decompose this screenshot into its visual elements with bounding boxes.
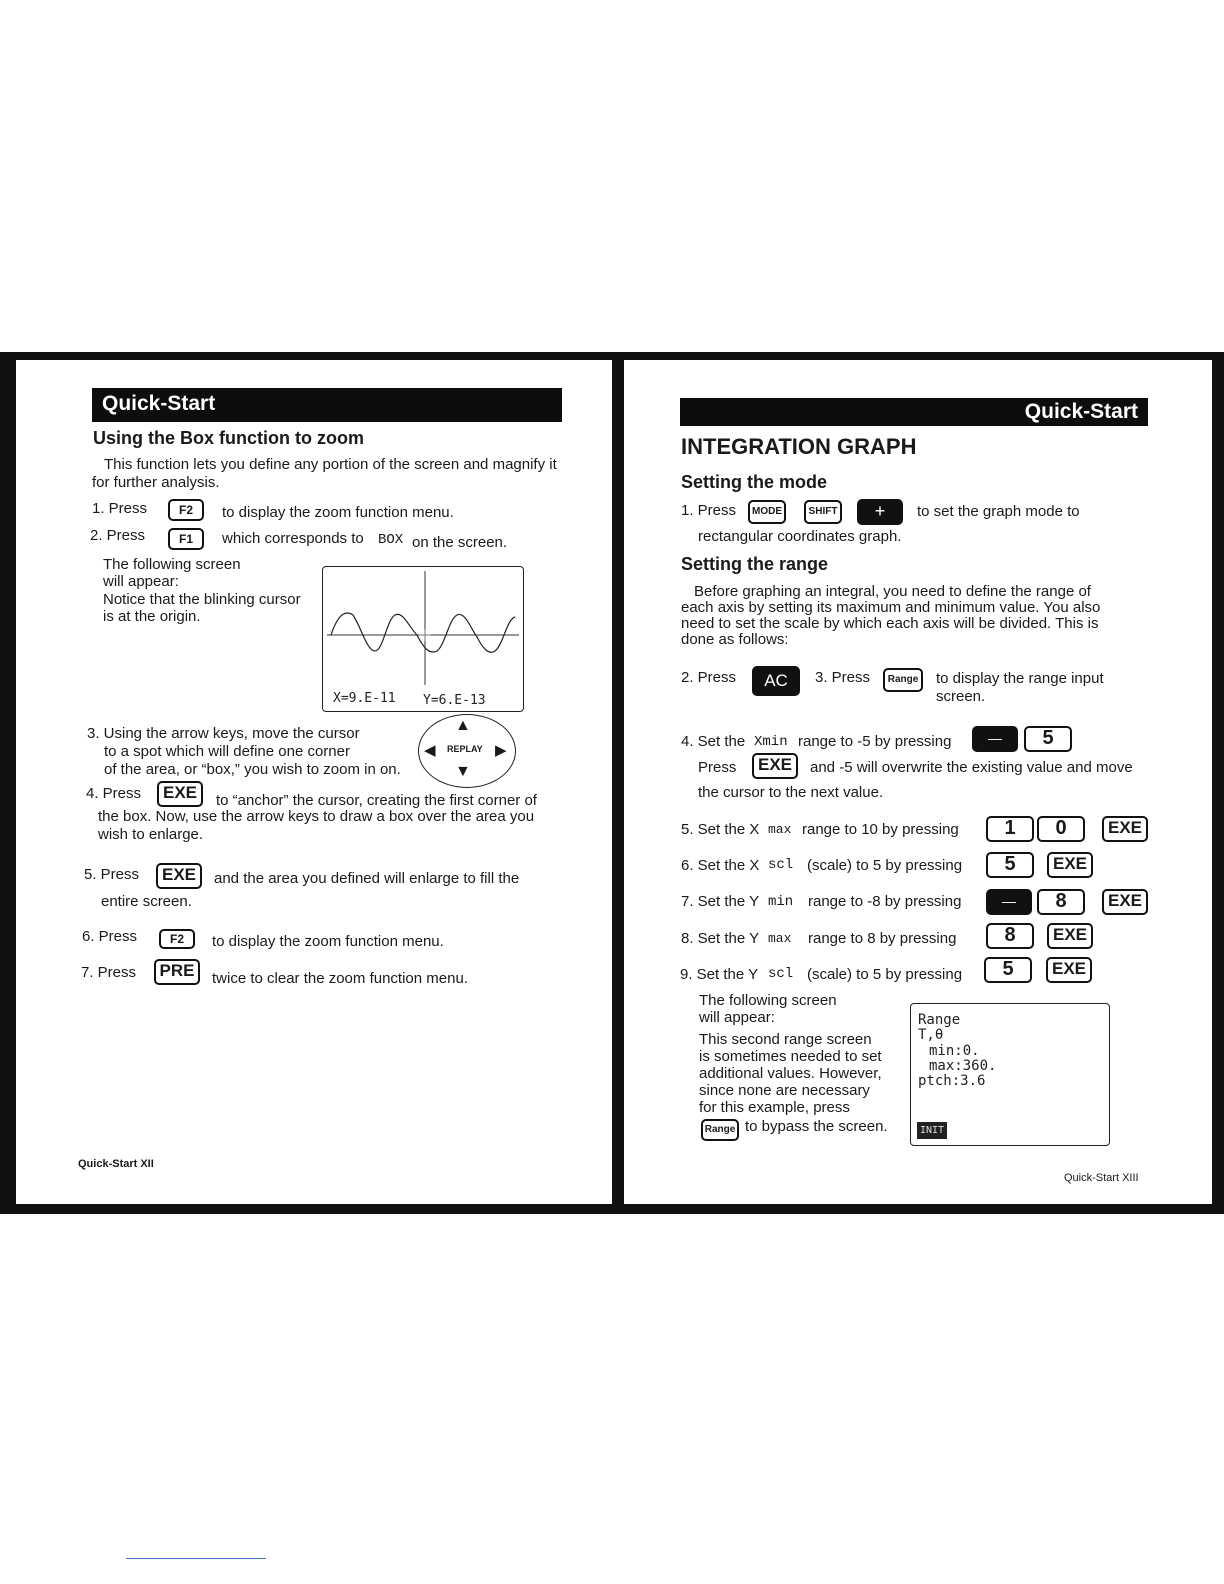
- box-zoom-intro: This function lets you define any portion of the screen and magnify it for further analysis.: [92, 456, 557, 491]
- step-4-line-3: wish to enlarge.: [98, 826, 204, 843]
- range-step-3-line-1: to display the range input: [936, 670, 1104, 687]
- step-1-number: 1. Press: [92, 500, 148, 517]
- exe-key: EXE: [1102, 816, 1148, 842]
- note-line-6: since none are necessary: [699, 1082, 870, 1099]
- note-line-3: This second range screen: [699, 1031, 872, 1048]
- yscl-code: scl: [768, 966, 794, 982]
- step-2-note-2: will appear:: [103, 573, 179, 590]
- left-page-edge: [0, 352, 16, 1212]
- box-zoom-heading: Using the Box function to zoom: [93, 428, 364, 448]
- eight-key: 8: [986, 923, 1034, 949]
- minus-key: —: [972, 726, 1018, 752]
- lcd-line-1: Range: [918, 1012, 961, 1028]
- right-banner: [680, 398, 1148, 426]
- replay-pad: [418, 714, 516, 788]
- graph-screen: [322, 566, 524, 712]
- range-step-7-a: 7. Set the Y: [681, 893, 760, 910]
- five-key: 5: [1024, 726, 1072, 752]
- exe-key: EXE: [1047, 852, 1093, 878]
- range-key: Range: [883, 668, 923, 692]
- step-1-text: to display the zoom function menu.: [222, 504, 454, 521]
- one-key: 1: [986, 816, 1034, 842]
- mode-step-number: 1. Press: [681, 502, 737, 519]
- step-4-number: 4. Press: [86, 785, 142, 802]
- range-step-8-b: range to 8 by pressing: [808, 930, 957, 947]
- range-step-4-press: Press: [698, 759, 737, 776]
- step-4-line-2: the box. Now, use the arrow keys to draw a box over the area you: [98, 808, 535, 825]
- exe-key: EXE: [1046, 957, 1092, 983]
- lcd-line-4: max:360.: [929, 1058, 997, 1074]
- range-step-4-d: the cursor to the next value.: [698, 784, 884, 801]
- mode-key: MODE: [748, 500, 786, 524]
- step-2-note-4: is at the origin.: [103, 608, 201, 625]
- lcd-line-5: ptch:3.6: [918, 1073, 986, 1089]
- note-line-2: will appear:: [699, 1009, 775, 1026]
- mode-heading: Setting the mode: [681, 472, 828, 492]
- step-3-line-2: to a spot which will define one corner: [104, 743, 350, 760]
- note-line-7: for this example, press: [699, 1099, 850, 1116]
- range-intro-3: need to set the scale by which each axis will be divided. This is: [681, 615, 1099, 632]
- lcd-init-tab: INIT: [917, 1122, 947, 1139]
- range-step-5-b: range to 10 by pressing: [802, 821, 959, 838]
- ac-key: AC: [752, 666, 800, 696]
- exe-key: EXE: [1102, 889, 1148, 915]
- note-line-1: The following screen: [699, 992, 837, 1009]
- plus-key: +: [857, 499, 903, 525]
- exe-key: EXE: [157, 781, 203, 807]
- range-intro-1: Before graphing an integral, you need to define the range of: [694, 583, 1091, 600]
- note-line-5: additional values. However,: [699, 1065, 882, 1082]
- range-step-4-a: 4. Set the: [681, 733, 746, 750]
- left-banner-title: Quick-Start: [102, 392, 216, 415]
- range-step-2-number: 2. Press: [681, 669, 737, 686]
- range-step-6-b: (scale) to 5 by pressing: [807, 857, 963, 874]
- step-2-text-a: which corresponds to: [222, 530, 364, 547]
- arrow-right-icon: ▶: [495, 742, 507, 759]
- range-step-3-number: 3. Press: [815, 669, 871, 686]
- range-heading: Setting the range: [681, 554, 829, 574]
- left-banner: [92, 388, 562, 422]
- step-2-number: 2. Press: [90, 527, 146, 544]
- ymax-code: max: [768, 931, 792, 946]
- zero-key: 0: [1037, 816, 1085, 842]
- range-step-7-b: range to -8 by pressing: [808, 893, 962, 910]
- right-page-edge: [1212, 352, 1224, 1212]
- gutter: [612, 360, 624, 1210]
- lcd-line-3: min:0.: [929, 1043, 980, 1059]
- range-step-9-a: 9. Set the Y: [680, 966, 759, 983]
- range-lcd-screen: [910, 1003, 1110, 1146]
- mode-step-line-1: to set the graph mode to: [917, 503, 1080, 520]
- xmin-code: Xmin: [754, 734, 788, 750]
- sine-graph: [323, 567, 523, 711]
- spread-edge-top: [0, 352, 1224, 360]
- shift-key: SHIFT: [804, 500, 842, 524]
- step-2-note-3: Notice that the blinking cursor: [103, 591, 301, 608]
- step-3-line-3: of the area, or “box,” you wish to zoom in on.: [104, 761, 401, 778]
- note-line-8: to bypass the screen.: [745, 1118, 888, 1135]
- bottom-rule: [126, 1558, 266, 1559]
- right-footer: Quick-Start XIII: [1064, 1172, 1139, 1184]
- pre-key: PRE: [154, 959, 200, 985]
- graph-x-readout: X=9.E-11: [333, 691, 396, 706]
- step-7-text: twice to clear the zoom function menu.: [212, 970, 468, 987]
- note-line-4: is sometimes needed to set: [699, 1048, 882, 1065]
- integration-title: INTEGRATION GRAPH: [681, 434, 917, 459]
- xmax-code: max: [768, 822, 792, 837]
- range-step-5-a: 5. Set the X: [681, 821, 760, 838]
- five-key: 5: [986, 852, 1034, 878]
- step-6-text: to display the zoom function menu.: [212, 933, 444, 950]
- right-banner-title: Quick-Start: [1024, 400, 1138, 423]
- step-2-text-b: on the screen.: [412, 534, 508, 551]
- range-intro-2: each axis by setting its maximum and minimum value. You also: [681, 599, 1101, 616]
- step-3-line-1: 3. Using the arrow keys, move the cursor: [87, 725, 360, 742]
- f1-key: F1: [168, 528, 204, 550]
- exe-key: EXE: [156, 863, 202, 889]
- range-step-3-line-2: screen.: [936, 688, 986, 705]
- left-footer: Quick-Start XII: [78, 1158, 154, 1170]
- arrow-left-icon: ◀: [424, 742, 436, 759]
- exe-key: EXE: [752, 753, 798, 779]
- eight-key: 8: [1037, 889, 1085, 915]
- step-5-number: 5. Press: [84, 866, 140, 883]
- f2-key: F2: [159, 929, 195, 949]
- step-7-number: 7. Press: [81, 964, 137, 981]
- mode-step-line-2: rectangular coordinates graph.: [698, 528, 902, 545]
- five-key: 5: [984, 957, 1032, 983]
- range-step-6-a: 6. Set the X: [681, 857, 760, 874]
- xscl-code: scl: [768, 857, 794, 873]
- step-2-note-1: The following screen: [103, 556, 241, 573]
- range-step-4-c: and -5 will overwrite the existing value and move: [810, 759, 1133, 776]
- step-2-code: BOX: [378, 532, 404, 548]
- range-intro-4: done as follows:: [681, 631, 789, 648]
- arrow-up-icon: ▲: [455, 717, 471, 734]
- step-5-line-1: and the area you defined will enlarge to fill the: [214, 870, 520, 887]
- replay-label: REPLAY: [447, 744, 483, 754]
- minus-key: —: [986, 889, 1032, 915]
- exe-key: EXE: [1047, 923, 1093, 949]
- f2-key: F2: [168, 499, 204, 521]
- step-5-line-2: entire screen.: [101, 893, 192, 910]
- arrow-down-icon: ▼: [455, 763, 471, 780]
- range-step-8-a: 8. Set the Y: [681, 930, 760, 947]
- range-step-9-b: (scale) to 5 by pressing: [807, 966, 963, 983]
- step-6-number: 6. Press: [82, 928, 138, 945]
- graph-y-readout: Y=6.E-13: [423, 693, 486, 708]
- lcd-line-2: T,θ: [918, 1027, 944, 1043]
- range-key: Range: [701, 1119, 739, 1141]
- range-step-4-b: range to -5 by pressing: [798, 733, 952, 750]
- ymin-code: min: [768, 894, 794, 910]
- step-4-line-1: to “anchor” the cursor, creating the first corner of: [216, 792, 537, 809]
